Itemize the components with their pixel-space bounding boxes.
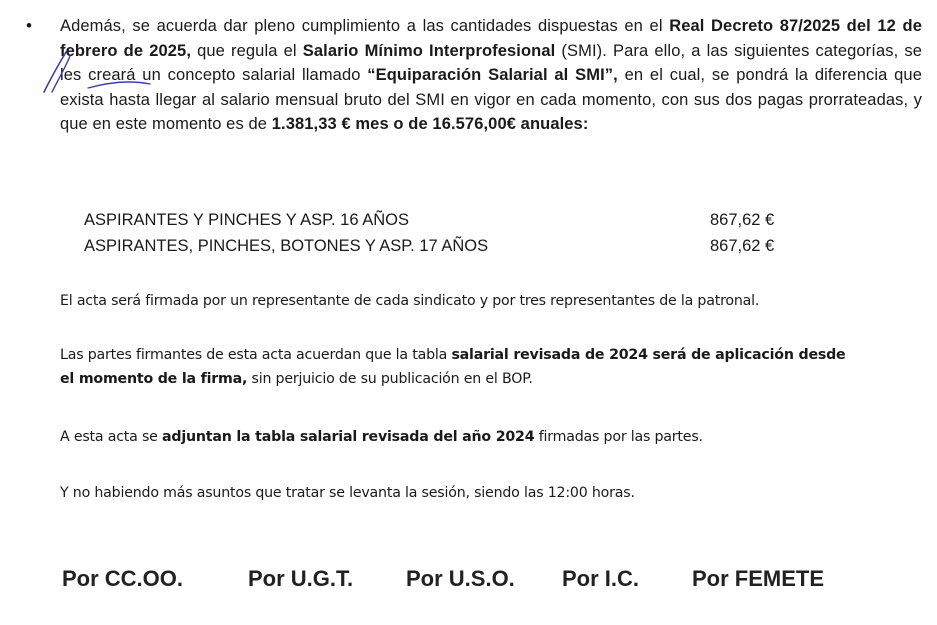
categories-table bbox=[84, 207, 844, 259]
adjuntan-text-2: firmadas por las partes. bbox=[534, 429, 703, 445]
category-row bbox=[84, 207, 844, 233]
adjuntan-bold: adjuntan la tabla salarial revisada del año 2024 bbox=[162, 429, 535, 445]
category-amount: 867,62 € bbox=[710, 237, 775, 255]
partes-text-2: sin perjuicio de su publicación en el BOP. bbox=[247, 371, 533, 387]
smi-term: Salario Mínimo Interprofesional bbox=[302, 41, 556, 60]
smi-paragraph bbox=[60, 14, 922, 137]
partes-text-1: Las partes firmantes de esta acta acuerdan que la tabla bbox=[60, 347, 452, 363]
para1-text-1: Además, se acuerda dar pleno cumplimiento a las cantidades dispuestas en el bbox=[60, 17, 670, 35]
signature-ccoo: Por CC.OO. bbox=[62, 566, 184, 591]
para1-text-4: en el cual, se pondrá la diferencia que exista hasta llegar al salario mensual bruto del SMI en vigor en cada momento, con sus dos pagas prorrateadas, y que en este momento es de bbox=[60, 66, 922, 133]
bullet-point: • bbox=[26, 16, 32, 35]
category-name: ASPIRANTES Y PINCHES Y ASP. 16 AÑOS bbox=[84, 211, 409, 229]
adjuntan-paragraph bbox=[60, 425, 890, 449]
adjuntan-text-1: A esta acta se bbox=[60, 429, 162, 445]
partes-bold: salarial revisada de 2024 será de aplicación desde el momento de la firma, bbox=[60, 347, 846, 387]
para1-text-2: que regula el bbox=[191, 41, 303, 60]
cierre-paragraph: Y no habiendo más asuntos que tratar se levanta la sesión, siendo las 12:00 horas. bbox=[60, 485, 635, 501]
category-amount: 867,62 € bbox=[710, 211, 775, 229]
para1-text-3: (SMI). Para ello, a las siguientes categorías, se les creará un concepto salarial llamado bbox=[60, 41, 922, 84]
smi-amount: 1.381,33 € mes o de 16.576,00€ anuales: bbox=[271, 115, 589, 133]
signature-ic: Por I.C. bbox=[562, 566, 640, 591]
category-name: ASPIRANTES, PINCHES, BOTONES Y ASP. 17 AÑOS bbox=[84, 237, 489, 255]
partes-firmantes-paragraph bbox=[60, 343, 860, 391]
signature-ugt: Por U.G.T. bbox=[248, 566, 354, 591]
signature-femete: Por FEMETE bbox=[692, 566, 825, 591]
category-row bbox=[84, 233, 844, 259]
real-decreto-ref: Real Decreto 87/2025 del 12 de febrero de 2025, bbox=[60, 17, 923, 60]
signature-uso: Por U.S.O. bbox=[406, 566, 515, 591]
acta-firma-paragraph: El acta será firmada por un representante de cada sindicato y por tres representantes de la patronal. bbox=[60, 293, 760, 309]
concepto-equiparacion: “Equiparación Salarial al SMI”, bbox=[367, 66, 618, 84]
signatures-row bbox=[62, 562, 922, 596]
